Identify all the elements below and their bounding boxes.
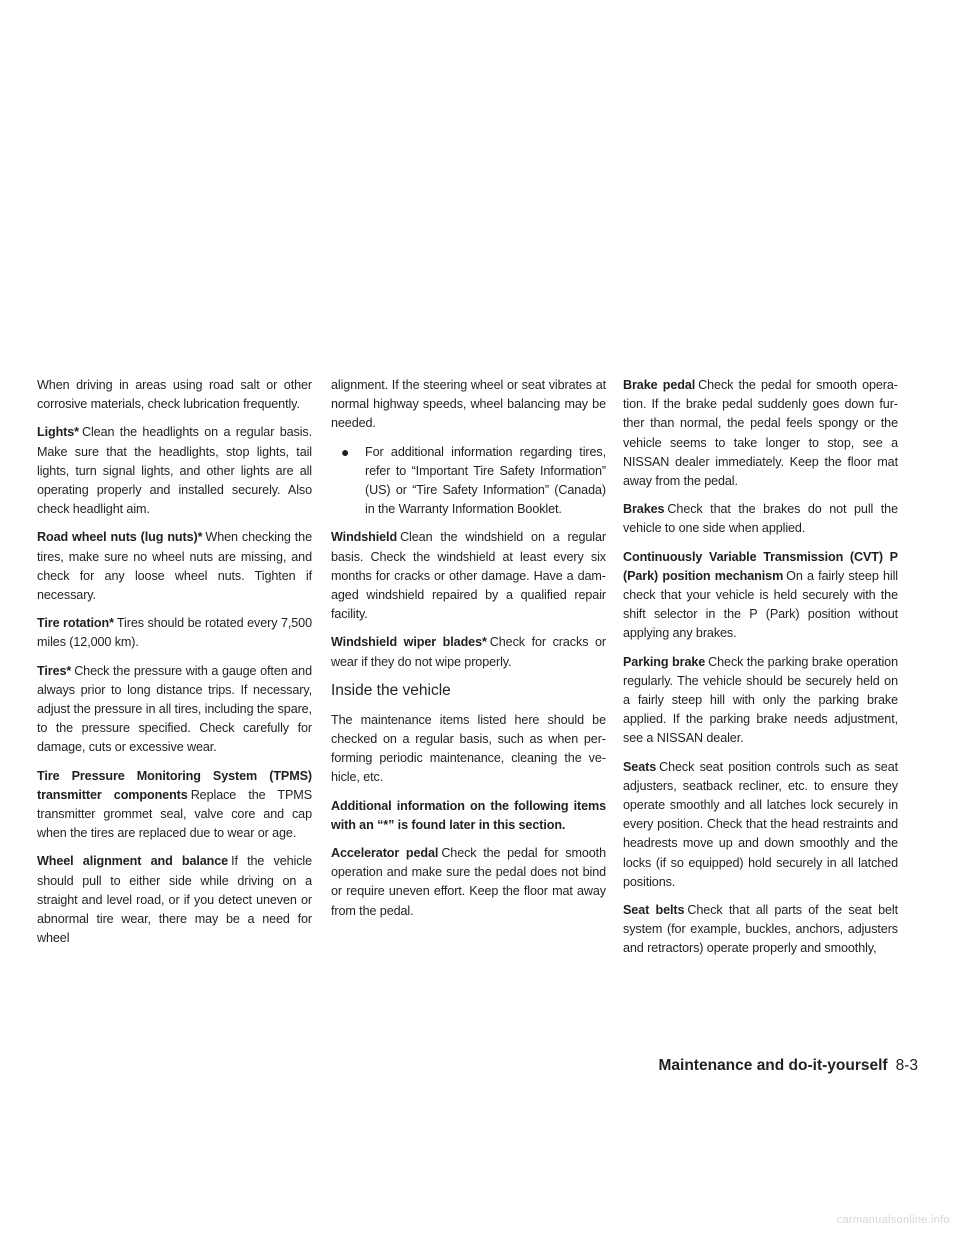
item-term: Seats: [623, 759, 657, 774]
section-intro: The maintenance items listed here should be checked on a regular basis, such as when performing periodic maintenance, cleaning the vehicle, etc.: [331, 712, 606, 785]
item-text: Check the parking brake operation regularly. The vehicle should be securely held on a fairly steep hill with only the parking brake applied. If the parking brake needs adjustment, see a NISSAN dealer.: [623, 654, 898, 746]
item-tpms: [37, 767, 312, 844]
column-1: [37, 376, 312, 957]
item-text: Tires should be rotated every 7,500 miles (12,000 km).: [37, 616, 312, 650]
tire-info-bullet: [341, 443, 606, 520]
item-road-wheel-nuts: [37, 528, 312, 605]
item-parking-brake: [623, 653, 898, 749]
asterisk-note: Additional information on the following items with an “*” is found later in this section.: [331, 798, 606, 832]
item-term: Tires*: [37, 663, 72, 678]
item-seats: [623, 758, 898, 892]
item-wheel-alignment: [37, 852, 312, 948]
item-term: Continuously Variable Transmission (CVT) P (Park) position mechanism: [623, 549, 898, 583]
item-cvt-park: [623, 548, 898, 644]
item-brakes: [623, 500, 898, 538]
item-seat-belts: [623, 901, 898, 959]
item-brake-pedal: [623, 376, 898, 491]
bullet-icon: ●: [341, 443, 350, 460]
item-term: Wheel alignment and balance: [37, 854, 229, 869]
item-accelerator-pedal: [331, 844, 606, 921]
item-lights: [37, 423, 312, 519]
bullet-text: For additional information regarding tires, refer to “Important Tire Safety Information” (US) or “Tire Safety Information” (Canada) in the Warranty Information Booklet.: [365, 444, 606, 517]
item-term: Brake pedal: [623, 378, 696, 392]
item-term: Accelerator pedal: [331, 846, 439, 861]
item-term: Windshield: [331, 530, 398, 545]
item-term: Road wheel nuts (lug nuts)*: [37, 530, 203, 545]
page-number: 8-3: [895, 1057, 918, 1074]
page-footer: [659, 1056, 919, 1076]
item-windshield: [331, 528, 606, 624]
item-text: Check that the brakes do not pull the vehicle to one side when applied.: [623, 502, 898, 536]
item-tire-rotation: [37, 614, 312, 652]
item-text: Check the pedal for smooth operation and make sure the pedal does not bind or require uneven effort. Keep the floor mat away from the pedal.: [331, 846, 606, 918]
item-text: Check for cracks or wear if they do not wipe properly.: [331, 635, 607, 669]
item-text: Check that all parts of the seat belt system (for example, buckles, anchors, adjusters and retractors) operate properly and smoothly,: [623, 903, 898, 956]
intro-paragraph: When driving in areas using road salt or other corrosive materials, check lubrication frequently.: [37, 378, 312, 412]
item-term: Parking brake: [623, 654, 706, 669]
column-3: [623, 376, 898, 968]
item-text: Check seat position controls such as seat adjusters, seatback recliner, etc. to ensure they operate smoothly and all latches lock securely in every position. Check that the head restraints and headrests move up and down smoothly and the locks (if so equipped) hold securely in all latched positions.: [623, 759, 898, 889]
item-term: Seat belts: [623, 903, 685, 918]
section-heading: Inside the vehicle: [331, 681, 451, 699]
item-term: Brakes: [623, 502, 665, 517]
item-term: Tire Pressure Monitoring System (TPMS) transmitter components: [37, 768, 312, 802]
item-text: On a fairly steep hill check that your vehicle is held securely with the shift selector in the P (Park) position without applying any brakes.: [623, 568, 898, 641]
column-2: [331, 376, 606, 930]
continued-paragraph: alignment. If the steering wheel or seat vibrates at normal highway speeds, wheel balancing may be needed.: [331, 378, 606, 431]
item-text: If the vehicle should pull to either side while driving on a straight and level road, or if you detect uneven or abnormal tire wear, there may be a need for wheel: [37, 854, 312, 946]
item-text: Replace the TPMS transmitter grommet seal, valve core and cap when the tires are replaced due to wear or age.: [37, 787, 313, 841]
item-term: Windshield wiper blades*: [331, 635, 487, 650]
item-text: Check the pressure with a gauge often and always prior to long distance trips. If necessary, adjust the pressure in all tires, including the spare, to the pressure specified. Check carefully for damage, cuts or excessive wear.: [37, 663, 312, 755]
item-text: Check the pedal for smooth operation. If the brake pedal suddenly goes down further than normal, the pedal feels spongy or the vehicle seems to take longer to stop, see a NISSAN dealer immediately. Keep the floor mat away from the pedal.: [623, 378, 898, 489]
item-text: Clean the windshield on a regular basis. Check the windshield at least every six months for cracks or other damage. Have a damaged windshield repaired by a qualified repair facility.: [331, 530, 606, 622]
item-tires: [37, 662, 312, 758]
item-term: Tire rotation*: [37, 616, 114, 631]
site-watermark: carmanualsonline.info: [836, 1214, 950, 1226]
item-wiper-blades: [331, 633, 606, 671]
item-term: Lights*: [37, 425, 79, 440]
item-text: Clean the headlights on a regular basis. Make sure that the headlights, stop lights, tail lights, turn signal lights, and other lights are all operating properly and installed securely. Also check headlight aim.: [37, 425, 312, 517]
footer-section-title: Maintenance and do-it-yourself: [658, 1057, 888, 1074]
item-text: When checking the tires, make sure no wheel nuts are missing, and check for any loose wheel nuts. Tighten if necessary.: [37, 530, 312, 603]
